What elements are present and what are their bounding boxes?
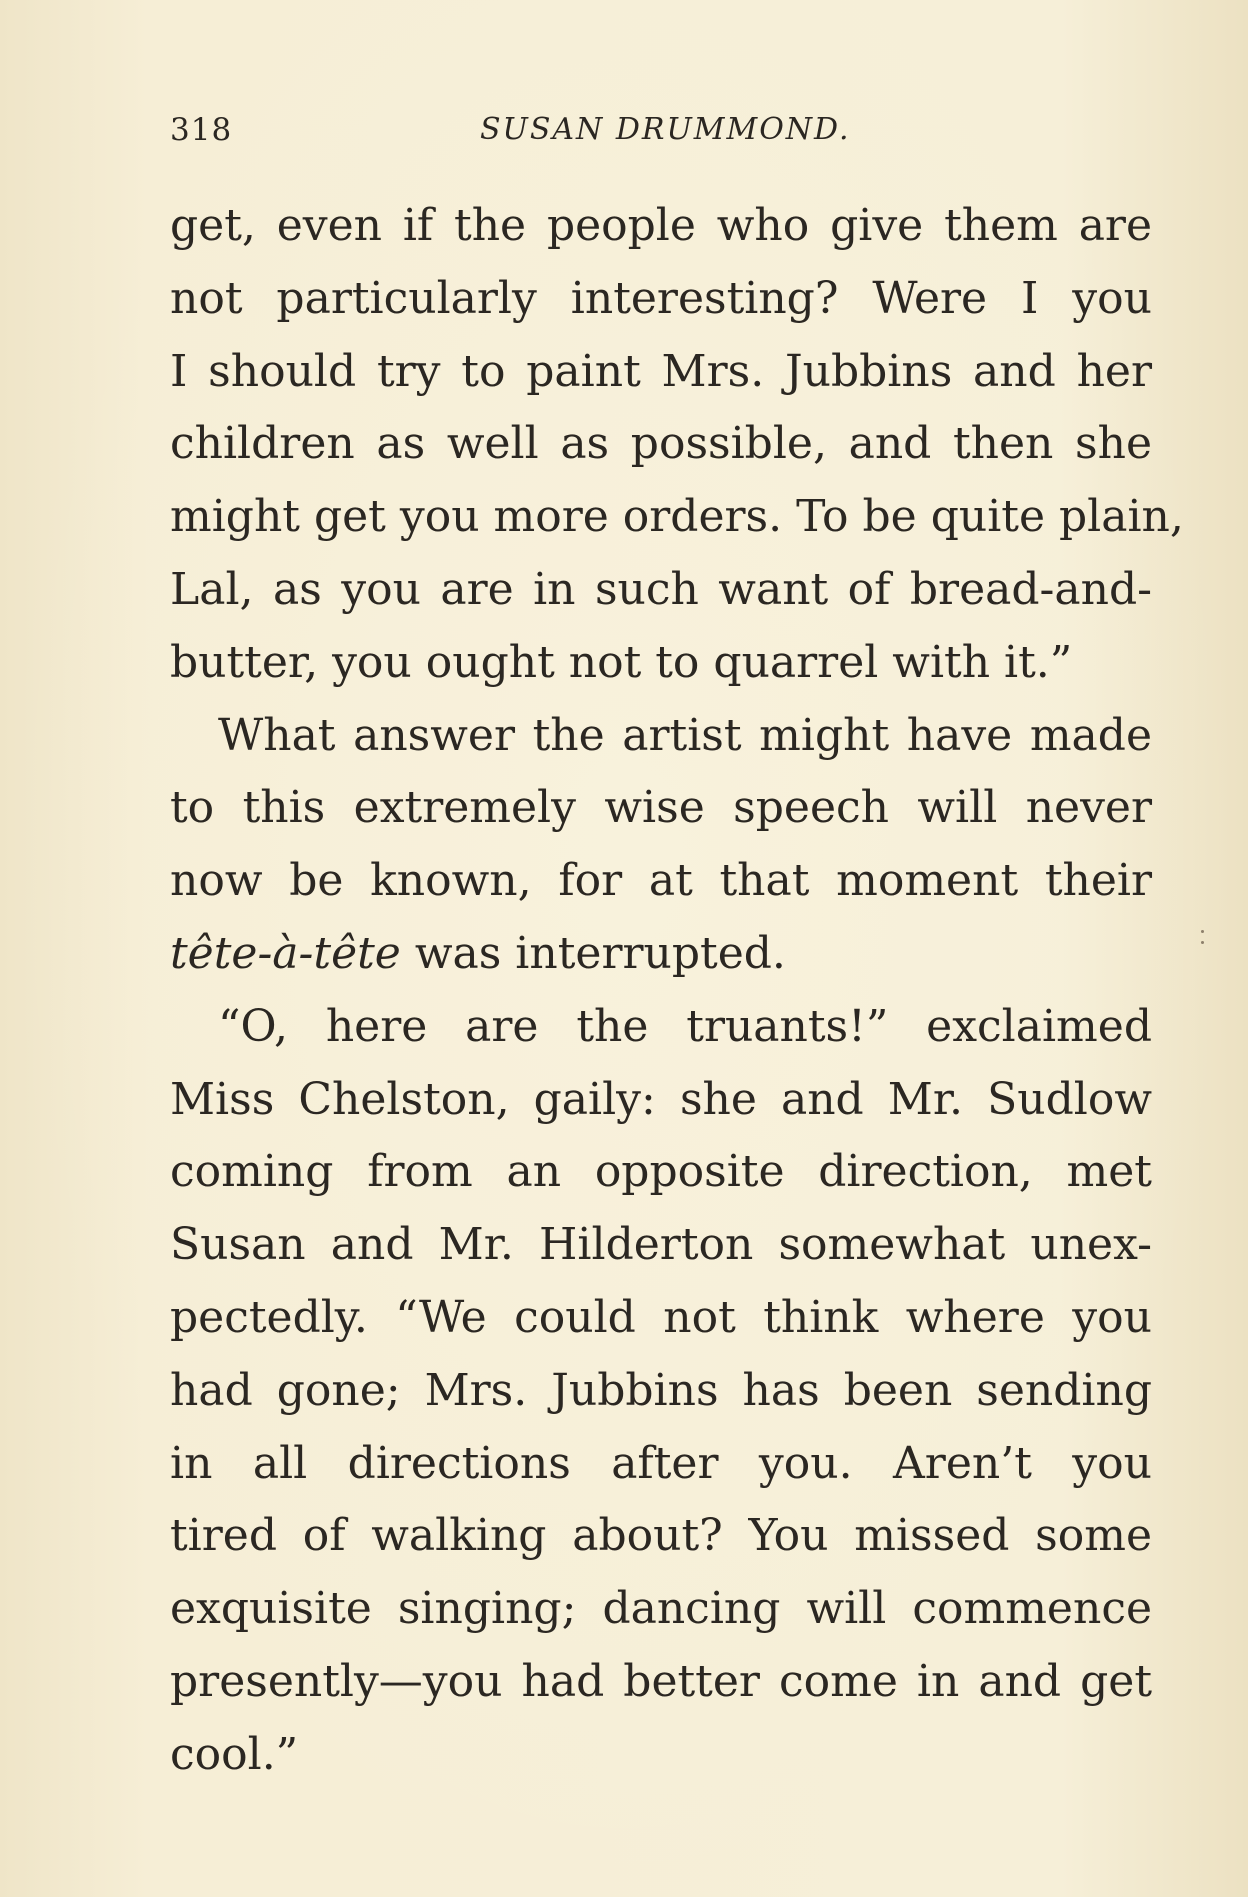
margin-dot <box>1201 930 1204 933</box>
paragraph-start-line: “O, here are the truants!” exclaimed <box>218 1000 1152 1052</box>
text-line: might get you more orders. To be quite plain, <box>170 491 1184 543</box>
italic-phrase: tête-à-tête <box>170 927 401 979</box>
text-line: exquisite singing; dancing will commence <box>170 1583 1152 1635</box>
text-line: children as well as possible, and then she <box>170 418 1152 470</box>
text-line: coming from an opposite direction, met <box>170 1146 1152 1198</box>
text-line: presently—you had better come in and get <box>170 1655 1152 1707</box>
text-line: now be known, for at that moment their <box>170 855 1152 907</box>
margin-dot <box>1201 941 1204 944</box>
text-line: tired of walking about? You missed some <box>170 1510 1152 1562</box>
body-text <box>170 190 1184 1792</box>
text-line: in all directions after you. Aren’t you <box>170 1437 1152 1489</box>
text-line: not particularly interesting? Were I you <box>170 272 1152 324</box>
running-title: SUSAN DRUMMOND. <box>480 112 851 147</box>
text-line: get, even if the people who give them are <box>170 200 1152 251</box>
paragraph-end-line: cool.” <box>170 1728 299 1780</box>
paragraph-end-line <box>170 918 1152 991</box>
text-line: Miss Chelston, gaily: she and Mr. Sudlow <box>170 1073 1152 1125</box>
text-line: to this extremely wise speech will never <box>170 782 1152 834</box>
text-line: Lal, as you are in such want of bread-and- <box>170 563 1152 615</box>
margin-marks <box>1198 930 1206 960</box>
paragraph-start-line: What answer the artist might have made <box>218 709 1152 761</box>
page-number: 318 <box>170 112 233 148</box>
page-header <box>170 112 850 162</box>
text-line: had gone; Mrs. Jubbins has been sending <box>170 1364 1152 1416</box>
paragraph-end-line: butter, you ought not to quarrel with it.” <box>170 636 1073 688</box>
text-line: pectedly. “We could not think where you <box>170 1291 1152 1343</box>
text-line: I should try to paint Mrs. Jubbins and her <box>170 345 1152 397</box>
text-line: Susan and Mr. Hilderton somewhat unex- <box>170 1219 1152 1271</box>
line-text: was interrupted. <box>400 927 786 979</box>
